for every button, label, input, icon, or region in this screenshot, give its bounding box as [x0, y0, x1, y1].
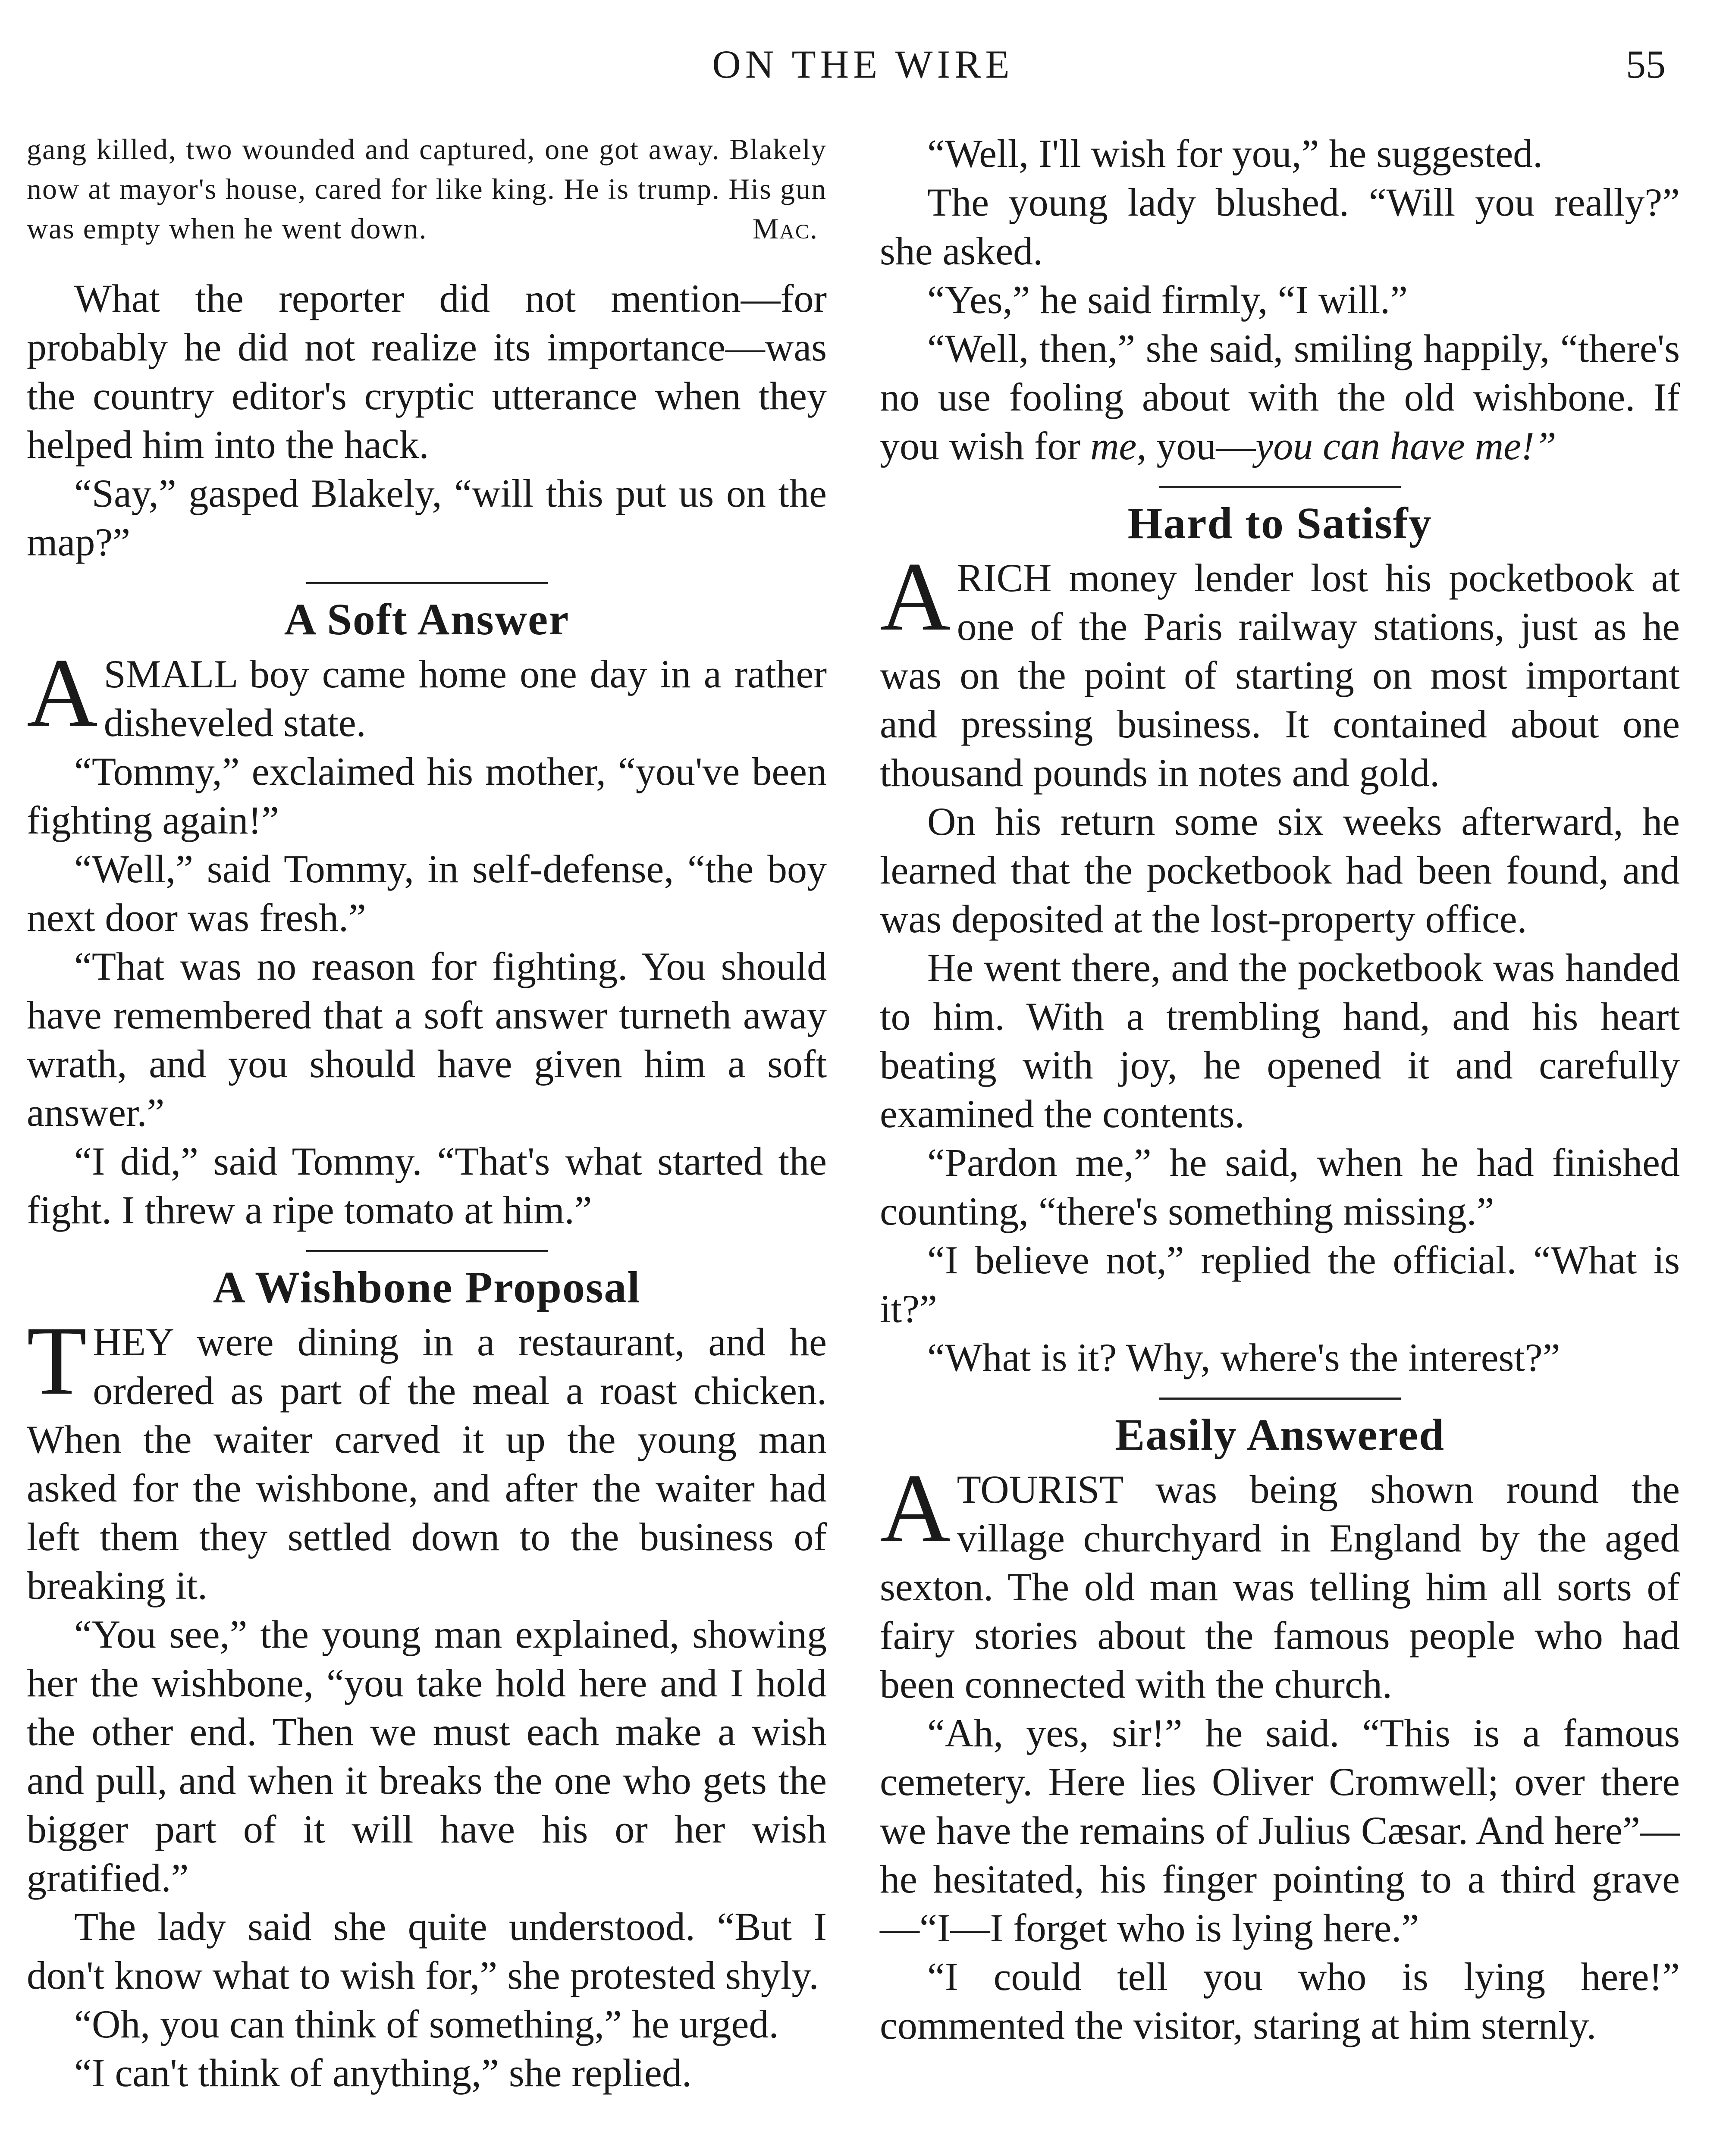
- paragraph: “Pardon me,” he said, when he had finished counting, “there's something missing.”: [880, 1141, 1680, 1233]
- left-column: [27, 129, 827, 2097]
- paragraph-text: you—: [1156, 424, 1256, 468]
- article-opening: [880, 542, 1680, 797]
- paragraph: “Tommy,” exclaimed his mother, “you've been fighting again!”: [27, 749, 827, 842]
- paragraph: [880, 324, 1680, 470]
- article-title-easily-answered: Easily Answered: [1115, 1410, 1445, 1460]
- paragraph: “Well, I'll wish for you,” he suggested.: [927, 132, 1543, 175]
- paragraph: He went there, and the pocketbook was handed to him. With a trembling hand, and his heart beating with joy, he opened it and carefully examined the contents.: [880, 946, 1680, 1136]
- paragraph: “You see,” the young man explained, showing her the wishbone, “you take hold here and I hold the other end. Then we must each make a wish and pull, and when it breaks the one who gets the bigger part of it will have his or her wish gratified.”: [27, 1612, 827, 1900]
- section-divider: [306, 1250, 548, 1252]
- opening-text: SMALL boy came home one day in a rather disheveled state.: [104, 652, 827, 745]
- article-opening: [27, 1307, 827, 1610]
- article-opening: [880, 1454, 1680, 1709]
- paragraph: On his return some six weeks afterward, he learned that the pocketbook had been found, and was deposited at the lost-property office.: [880, 799, 1680, 941]
- drop-cap: A: [880, 1454, 951, 1563]
- emphasis: you can have me!”: [1255, 424, 1557, 468]
- paragraph: “Ah, yes, sir!” he said. “This is a famous cemetery. Here lies Oliver Cromwell; over there we have the remains of Julius Cæsar. And here”—he hesitated, his finger pointing to a third grave—“I—I forget who is lying here.”: [880, 1711, 1680, 1950]
- paragraph: “Oh, you can think of something,” he urged.: [74, 2002, 779, 2046]
- paragraph: The young lady blushed. “Will you really?” she asked.: [880, 180, 1680, 273]
- paragraph: “Well,” said Tommy, in self-defense, “the boy next door was fresh.”: [27, 847, 827, 940]
- article-title-hard-to-satisfy: Hard to Satisfy: [1127, 498, 1432, 548]
- running-head: ON THE WIRE: [712, 42, 1014, 86]
- opening-text: RICH money lender lost his pocketbook at one of the Paris railway stations, just as he was on the point of starting on most important and pressing business. It contained about one thousand pounds in notes and gold.: [880, 556, 1680, 795]
- section-divider: [1159, 1398, 1401, 1400]
- telegram-text: gang killed, two wounded and captured, one got away. Blakely now at mayor's house, cared for like king. He is trump. His gun was empty when he went down.: [27, 133, 827, 245]
- opening-text: HEY were dining in a restaurant, and he ordered as part of the meal a roast chicken. When the waiter carved it up the young man asked for the wishbone, and after the waiter had left them they settled down to the business of breaking it.: [27, 1320, 827, 1608]
- article-title-soft-answer: A Soft Answer: [284, 595, 570, 644]
- drop-cap: T: [27, 1307, 87, 1415]
- drop-cap: A: [880, 542, 951, 651]
- article-opening: [27, 639, 827, 747]
- paragraph: “I did,” said Tommy. “That's what started the fight. I threw a ripe tomato at him.”: [27, 1139, 827, 1232]
- paragraph: The lady said she quite understood. “But I don't know what to wish for,” she protested shyly.: [27, 1905, 827, 1997]
- section-divider: [306, 582, 548, 584]
- emphasis: me,: [1090, 424, 1147, 468]
- telegram-signature: Mac.: [752, 212, 818, 245]
- paragraph: What the reporter did not mention—for probably he did not realize its importance—was the country editor's cryptic utterance when they helped him into the hack.: [27, 276, 827, 467]
- paragraph: “Say,” gasped Blakely, “will this put us on the map?”: [27, 471, 827, 564]
- article-title-wishbone: A Wishbone Proposal: [213, 1263, 641, 1312]
- paragraph: “I can't think of anything,” she replied.: [74, 2051, 692, 2095]
- drop-cap: A: [27, 639, 98, 747]
- paragraph: “Yes,” he said firmly, “I will.”: [927, 278, 1408, 322]
- page-number: 55: [1626, 42, 1666, 86]
- right-column: [880, 129, 1680, 2050]
- opening-text: TOURIST was being shown round the village churchyard in England by the aged sexton. The old man was telling him all sorts of fairy stories about the famous people who had been connected with the church.: [880, 1467, 1680, 1706]
- section-divider: [1159, 486, 1401, 488]
- paragraph: “What is it? Why, where's the interest?”: [927, 1335, 1560, 1379]
- paragraph: “That was no reason for fighting. You should have remembered that a soft answer turneth away wrath, and you should have given him a soft answer.”: [27, 944, 827, 1134]
- paragraph: “I could tell you who is lying here!” commented the visitor, staring at him sternly.: [880, 1955, 1680, 2047]
- paragraph-text: “Well, then,” she said, smiling happily, “there's no use fooling about with the old wishbone. If you wish for: [880, 326, 1680, 468]
- telegram-block: [27, 129, 827, 248]
- paragraph: “I believe not,” replied the official. “What is it?”: [880, 1238, 1680, 1331]
